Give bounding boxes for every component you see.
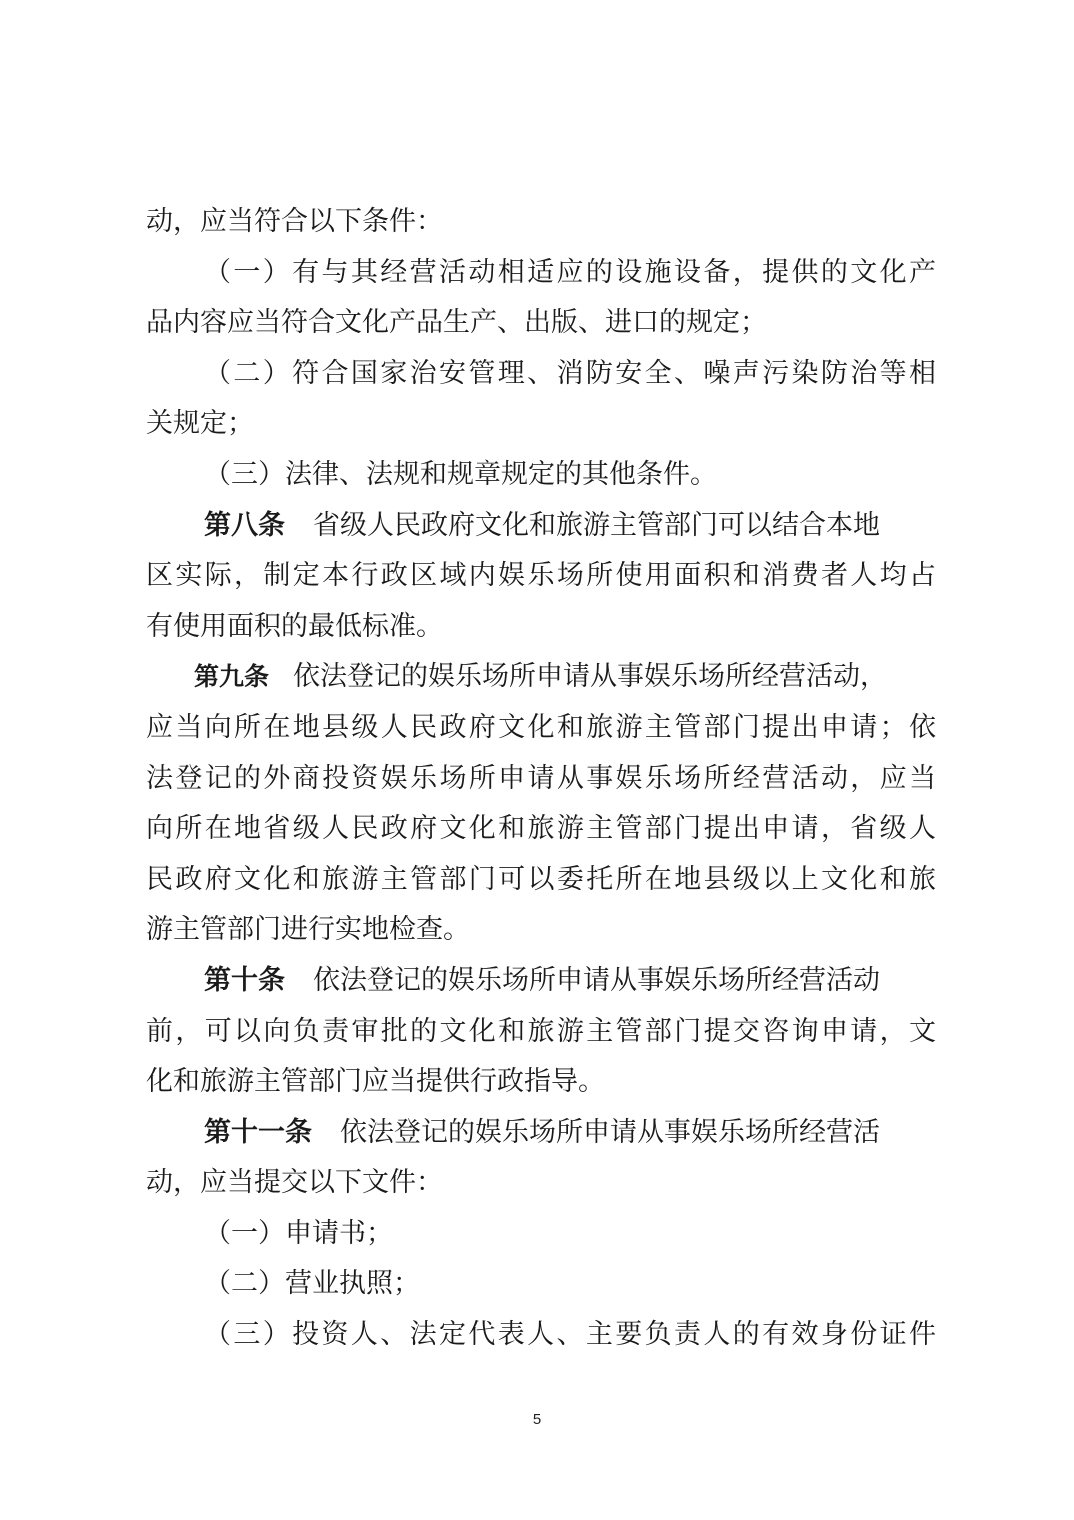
text-line: 民政府文化和旅游主管部门可以委托所在地县级以上文化和旅 <box>146 863 936 895</box>
article-9-text: 依法登记的娱乐场所申请从事娱乐场所经营活动， <box>293 661 888 693</box>
article-10-title: 第十条 <box>204 964 285 996</box>
list-item-1: （一）申请书； <box>204 1217 393 1249</box>
text-line: 区实际，制定本行政区域内娱乐场所使用面积和消费者人均占 <box>146 560 936 592</box>
article-11-first-line <box>146 1108 936 1159</box>
list-item-2: （二）符合国家治安管理、消防安全、噪声污染防治等相 <box>204 357 936 389</box>
text-line: 游主管部门进行实地检查。 <box>146 914 470 946</box>
document-body <box>146 197 936 1361</box>
list-item-2: （二）营业执照； <box>204 1268 420 1300</box>
list-item-3: （三）法律、法规和规章规定的其他条件。 <box>204 458 717 490</box>
page-number: 5 <box>532 1411 542 1428</box>
text-line: 品内容应当符合文化产品生产、出版、进口的规定； <box>146 307 767 339</box>
text-line: 前，可以向负责审批的文化和旅游主管部门提交咨询申请，文 <box>146 1015 936 1047</box>
article-9-title: 第九条 <box>194 662 270 692</box>
list-item-3: （三）投资人、法定代表人、主要负责人的有效身份证件 <box>204 1319 936 1351</box>
article-8-first-line <box>146 501 936 552</box>
list-item-1: （一）有与其经营活动相适应的设施设备，提供的文化产 <box>204 256 936 288</box>
text-line: 应当向所在地县级人民政府文化和旅游主管部门提出申请；依 <box>146 711 936 743</box>
article-8-text: 省级人民政府文化和旅游主管部门可以结合本地 <box>313 509 880 541</box>
text-line: 向所在地省级人民政府文化和旅游主管部门提出申请，省级人 <box>146 813 936 845</box>
article-10-text: 依法登记的娱乐场所申请从事娱乐场所经营活动 <box>313 964 880 996</box>
article-8-title: 第八条 <box>204 509 285 541</box>
text-line: 动，应当提交以下文件： <box>146 1167 443 1199</box>
text-line: 关规定； <box>146 408 254 440</box>
text-line: 法登记的外商投资娱乐场所申请从事娱乐场所经营活动，应当 <box>146 762 936 794</box>
article-9-first-line <box>146 652 936 703</box>
text-line: 化和旅游主管部门应当提供行政指导。 <box>146 1066 605 1098</box>
text-line: 有使用面积的最低标准。 <box>146 610 443 642</box>
article-10-first-line <box>146 956 936 1007</box>
article-11-title: 第十一条 <box>204 1116 312 1148</box>
text-line: 动，应当符合以下条件： <box>146 206 443 237</box>
article-11-text: 依法登记的娱乐场所申请从事娱乐场所经营活 <box>340 1116 880 1148</box>
